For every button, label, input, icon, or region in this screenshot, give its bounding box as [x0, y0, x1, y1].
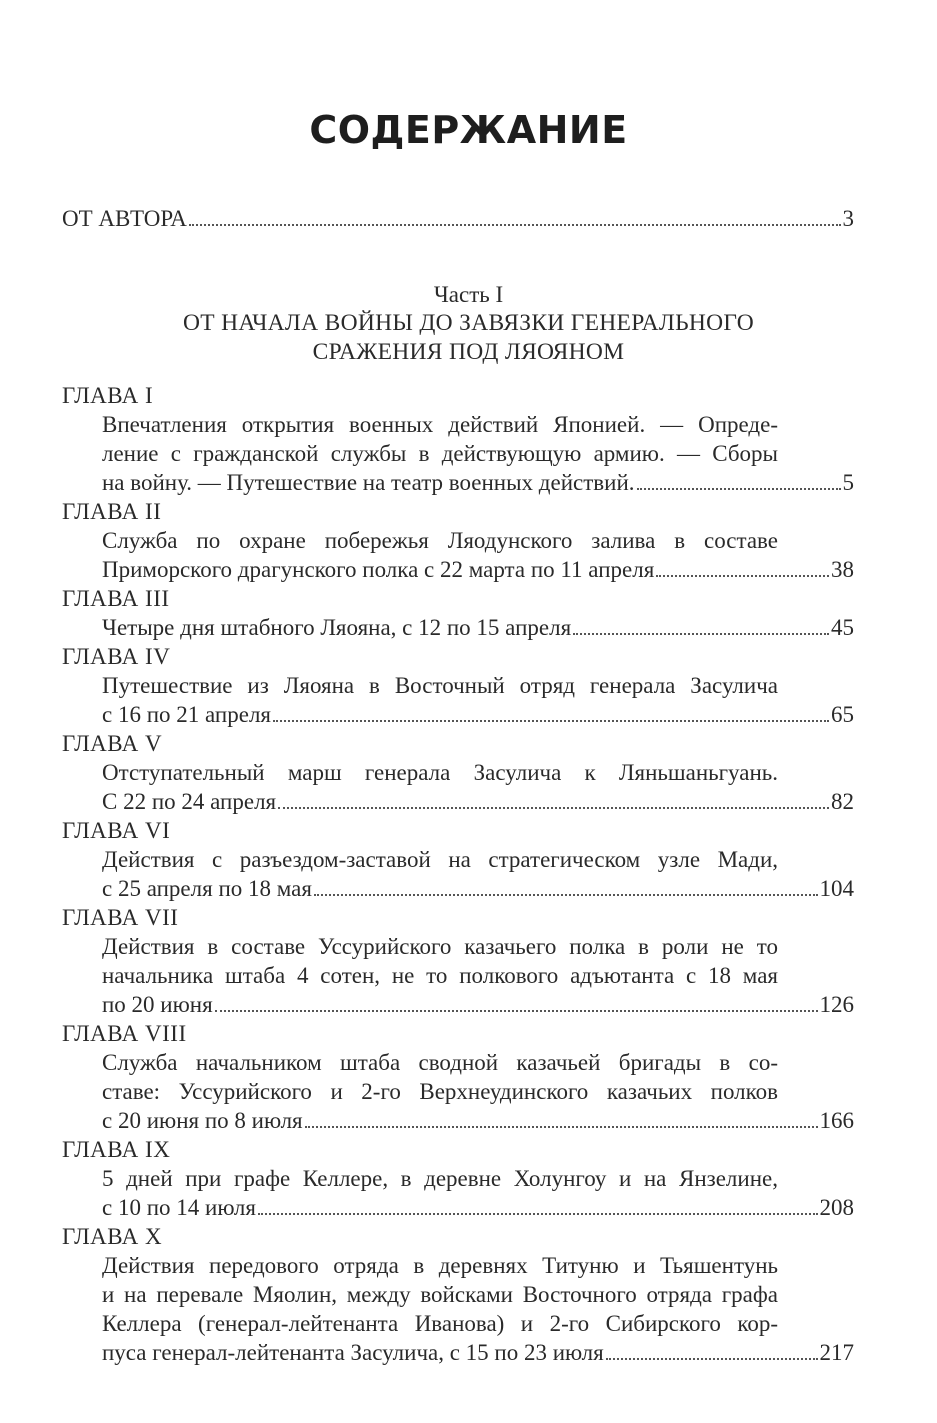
chapter-desc-last: по 20 июня — [102, 992, 213, 1017]
chapter-heading: ГЛАВА IX — [62, 1137, 171, 1162]
chapter-desc-line: Келлера (генерал-лейтенанта Иванова) и 2-го Сибирского кор- — [102, 1311, 778, 1336]
dot-leader — [258, 1213, 818, 1215]
dot-leader — [656, 575, 829, 577]
chapter-page: 38 — [831, 557, 854, 582]
preface-entry[interactable] — [62, 204, 854, 233]
chapter-page: 217 — [819, 1340, 854, 1365]
part-title-line1: ОТ НАЧАЛА ВОЙНЫ ДО ЗАВЯЗКИ ГЕНЕРАЛЬНОГО — [183, 310, 754, 336]
chapter-desc-line: Отступательный марш генерала Засулича к Ляньшаньгуань. — [102, 760, 778, 785]
dot-leader — [573, 633, 829, 635]
chapter-heading: ГЛАВА X — [62, 1224, 163, 1249]
chapter-desc-line: ление с гражданской службы в действующую армию. — Сборы — [102, 441, 778, 466]
chapter-desc-line: Действия в составе Уссурийского казачьего полка в роли не то — [102, 934, 778, 959]
chapter-desc-last: с 20 июня по 8 июля — [102, 1108, 303, 1133]
chapter-heading: ГЛАВА I — [62, 383, 154, 408]
chapter-desc-last: С 22 по 24 апреля — [102, 789, 277, 814]
chapter-entry[interactable] — [102, 787, 854, 816]
chapter-desc-line: Служба начальником штаба сводной казачьей бригады в со- — [102, 1050, 778, 1075]
dot-leader — [314, 894, 818, 896]
chapter-desc-line: ставе: Уссурийского и 2-го Верхнеудинского казачьих полков — [102, 1079, 778, 1104]
dot-leader — [305, 1126, 818, 1128]
dot-leader — [606, 1358, 818, 1360]
chapter-heading: ГЛАВА V — [62, 731, 163, 756]
chapter-entry[interactable] — [102, 700, 854, 729]
chapter-desc-line: начальника штаба 4 сотен, не то полкового адъютанта с 18 мая — [102, 963, 778, 988]
chapter-page: 104 — [819, 876, 854, 901]
chapter-heading: ГЛАВА VIII — [62, 1021, 187, 1046]
chapter-desc-line: Служба по охране побережья Ляодунского залива в составе — [102, 528, 778, 553]
chapter-desc-last: Приморского драгунского полка с 22 марта по 11 апреля — [102, 557, 655, 582]
chapter-page: 166 — [819, 1108, 854, 1133]
chapter-heading: ГЛАВА VI — [62, 818, 171, 843]
part-label: Часть I — [433, 282, 504, 307]
chapter-entry[interactable] — [102, 1193, 854, 1222]
part-title-line2: СРАЖЕНИЯ ПОД ЛЯОЯНОМ — [312, 339, 625, 365]
chapter-desc-last: с 10 по 14 июля — [102, 1195, 256, 1220]
chapter-page: 65 — [831, 702, 854, 727]
chapter-page: 5 — [842, 470, 854, 495]
chapter-desc-last: с 16 по 21 апреля — [102, 702, 271, 727]
dot-leader — [215, 1010, 818, 1012]
chapter-page: 82 — [831, 789, 854, 814]
chapter-page: 208 — [819, 1195, 854, 1220]
chapter-entry[interactable] — [102, 468, 854, 497]
chapter-desc-line: Путешествие из Ляояна в Восточный отряд генерала Засулича — [102, 673, 778, 698]
dot-leader — [189, 224, 841, 226]
chapter-desc-line: Действия с разъездом-заставой на стратегическом узле Мади, — [102, 847, 778, 872]
page-title: СОДЕРЖАНИЕ — [309, 108, 628, 152]
chapter-desc-line: Впечатления открытия военных действий Японией. — Опреде- — [102, 412, 778, 437]
chapter-entry[interactable] — [102, 874, 854, 903]
chapter-page: 126 — [819, 992, 854, 1017]
chapter-heading: ГЛАВА II — [62, 499, 162, 524]
chapter-desc-line: и на перевале Мяолин, между войсками Восточного отряда графа — [102, 1282, 778, 1307]
chapter-desc-last: Четыре дня штабного Ляояна, с 12 по 15 апреля — [102, 615, 572, 640]
chapter-heading: ГЛАВА VII — [62, 905, 179, 930]
chapter-desc-last: пуса генерал-лейтенанта Засулича, с 15 по 23 июля — [102, 1340, 604, 1365]
chapter-desc-last: с 25 апреля по 18 мая — [102, 876, 312, 901]
chapter-desc-line: Действия передового отряда в деревнях Титуню и Тьяшентунь — [102, 1253, 778, 1278]
chapter-page: 45 — [831, 615, 854, 640]
chapter-entry[interactable] — [102, 1106, 854, 1135]
dot-leader — [278, 807, 829, 809]
dot-leader — [637, 488, 841, 490]
chapter-entry[interactable] — [102, 555, 854, 584]
chapter-desc-line: 5 дней при графе Келлере, в деревне Холунгоу и на Янзелине, — [102, 1166, 778, 1191]
chapter-entry[interactable] — [102, 990, 854, 1019]
chapter-entry[interactable] — [102, 613, 854, 642]
chapter-desc-last: на войну. — Путешествие на театр военных действий. — [102, 470, 635, 495]
preface-label: ОТ АВТОРА — [62, 206, 187, 231]
dot-leader — [273, 720, 829, 722]
chapter-heading: ГЛАВА III — [62, 586, 170, 611]
chapter-heading: ГЛАВА IV — [62, 644, 171, 669]
chapter-entry[interactable] — [102, 1338, 854, 1367]
preface-page: 3 — [842, 206, 854, 231]
